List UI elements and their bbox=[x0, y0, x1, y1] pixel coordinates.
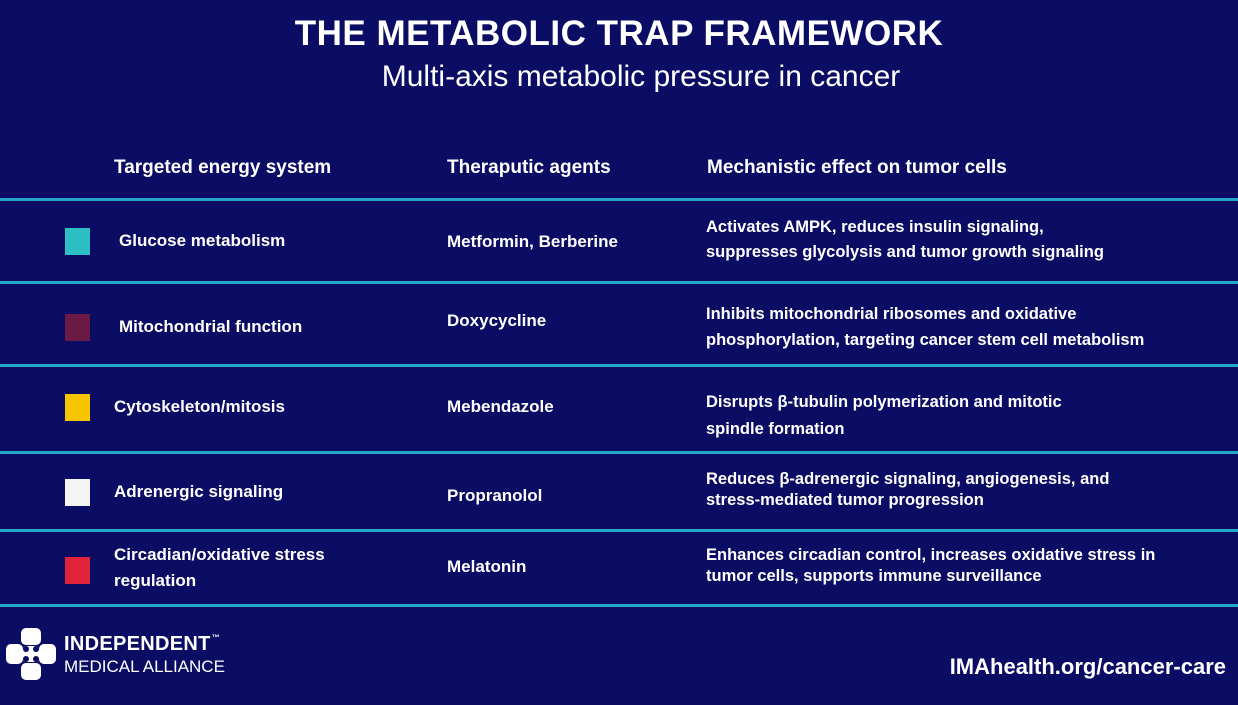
row-effect bbox=[706, 389, 1226, 443]
row-effect bbox=[706, 469, 1226, 511]
page-title: THE METABOLIC TRAP FRAMEWORK bbox=[294, 14, 944, 53]
row-effect bbox=[706, 215, 1226, 265]
color-swatch-red bbox=[65, 557, 90, 584]
row-system-line: Mitochondrial function bbox=[119, 317, 303, 336]
row-effect-line: Enhances circadian control, increases oxidative stress in bbox=[706, 546, 1156, 564]
row-effect-line: Disrupts β-tubulin polymerization and mitotic bbox=[706, 393, 1062, 411]
header-agents: Theraputic agents bbox=[447, 157, 611, 178]
row-effect-line: spindle formation bbox=[706, 420, 845, 438]
brand-subline: MEDICAL ALLIANCE bbox=[64, 657, 225, 676]
row-effect-line: stress-mediated tumor progression bbox=[706, 491, 984, 509]
row-system bbox=[114, 542, 325, 594]
row-system bbox=[119, 228, 285, 254]
row-effect-line: tumor cells, supports immune surveillance bbox=[706, 567, 1042, 585]
header-effect: Mechanistic effect on tumor cells bbox=[707, 157, 1007, 178]
row-system-line: Cytoskeleton/mitosis bbox=[114, 397, 285, 416]
row-effect bbox=[706, 545, 1226, 587]
row-effect-line: Reduces β-adrenergic signaling, angiogenesis, and bbox=[706, 470, 1110, 488]
brand-line-1: INDEPENDENT bbox=[64, 633, 211, 655]
website-url[interactable]: IMAhealth.org/cancer-care bbox=[949, 654, 1226, 679]
row-system bbox=[114, 394, 285, 420]
row-effect-line: Activates AMPK, reduces insulin signaling, bbox=[706, 218, 1044, 236]
color-swatch-yellow bbox=[65, 394, 90, 421]
table-row-mitochondrial bbox=[0, 284, 1238, 364]
trademark-symbol: ™ bbox=[211, 633, 220, 642]
row-agent: Doxycycline bbox=[447, 311, 547, 330]
row-agent: Mebendazole bbox=[447, 397, 554, 416]
table-row-cytoskeleton bbox=[0, 367, 1238, 451]
row-effect bbox=[706, 301, 1226, 353]
color-swatch-white bbox=[65, 479, 90, 506]
table-row-circadian bbox=[0, 532, 1238, 604]
table-row-adrenergic bbox=[0, 454, 1238, 529]
ima-cross-logo-icon bbox=[6, 628, 56, 680]
row-effect-line: suppresses glycolysis and tumor growth signaling bbox=[706, 243, 1104, 261]
header-system: Targeted energy system bbox=[114, 157, 332, 178]
row-system-line: Glucose metabolism bbox=[119, 231, 286, 250]
row-agent: Propranolol bbox=[447, 486, 543, 505]
table-row-glucose bbox=[0, 201, 1238, 281]
row-agent: Metformin, Berberine bbox=[447, 232, 618, 251]
row-agent: Melatonin bbox=[447, 557, 527, 576]
color-swatch-teal bbox=[65, 228, 90, 255]
row-system-line: Adrenergic signaling bbox=[114, 482, 284, 501]
row-system-line: regulation bbox=[114, 571, 197, 590]
row-effect-line: Inhibits mitochondrial ribosomes and oxidative bbox=[706, 305, 1077, 323]
color-swatch-maroon bbox=[65, 314, 90, 341]
row-system-line: Circadian/oxidative stress bbox=[114, 545, 325, 564]
brand-name bbox=[64, 633, 220, 656]
row-system bbox=[114, 479, 283, 505]
row-system bbox=[119, 314, 302, 340]
row-effect-line: phosphorylation, targeting cancer stem cell metabolism bbox=[706, 331, 1145, 349]
page-subtitle: Multi-axis metabolic pressure in cancer bbox=[381, 60, 901, 93]
divider bbox=[0, 604, 1238, 607]
